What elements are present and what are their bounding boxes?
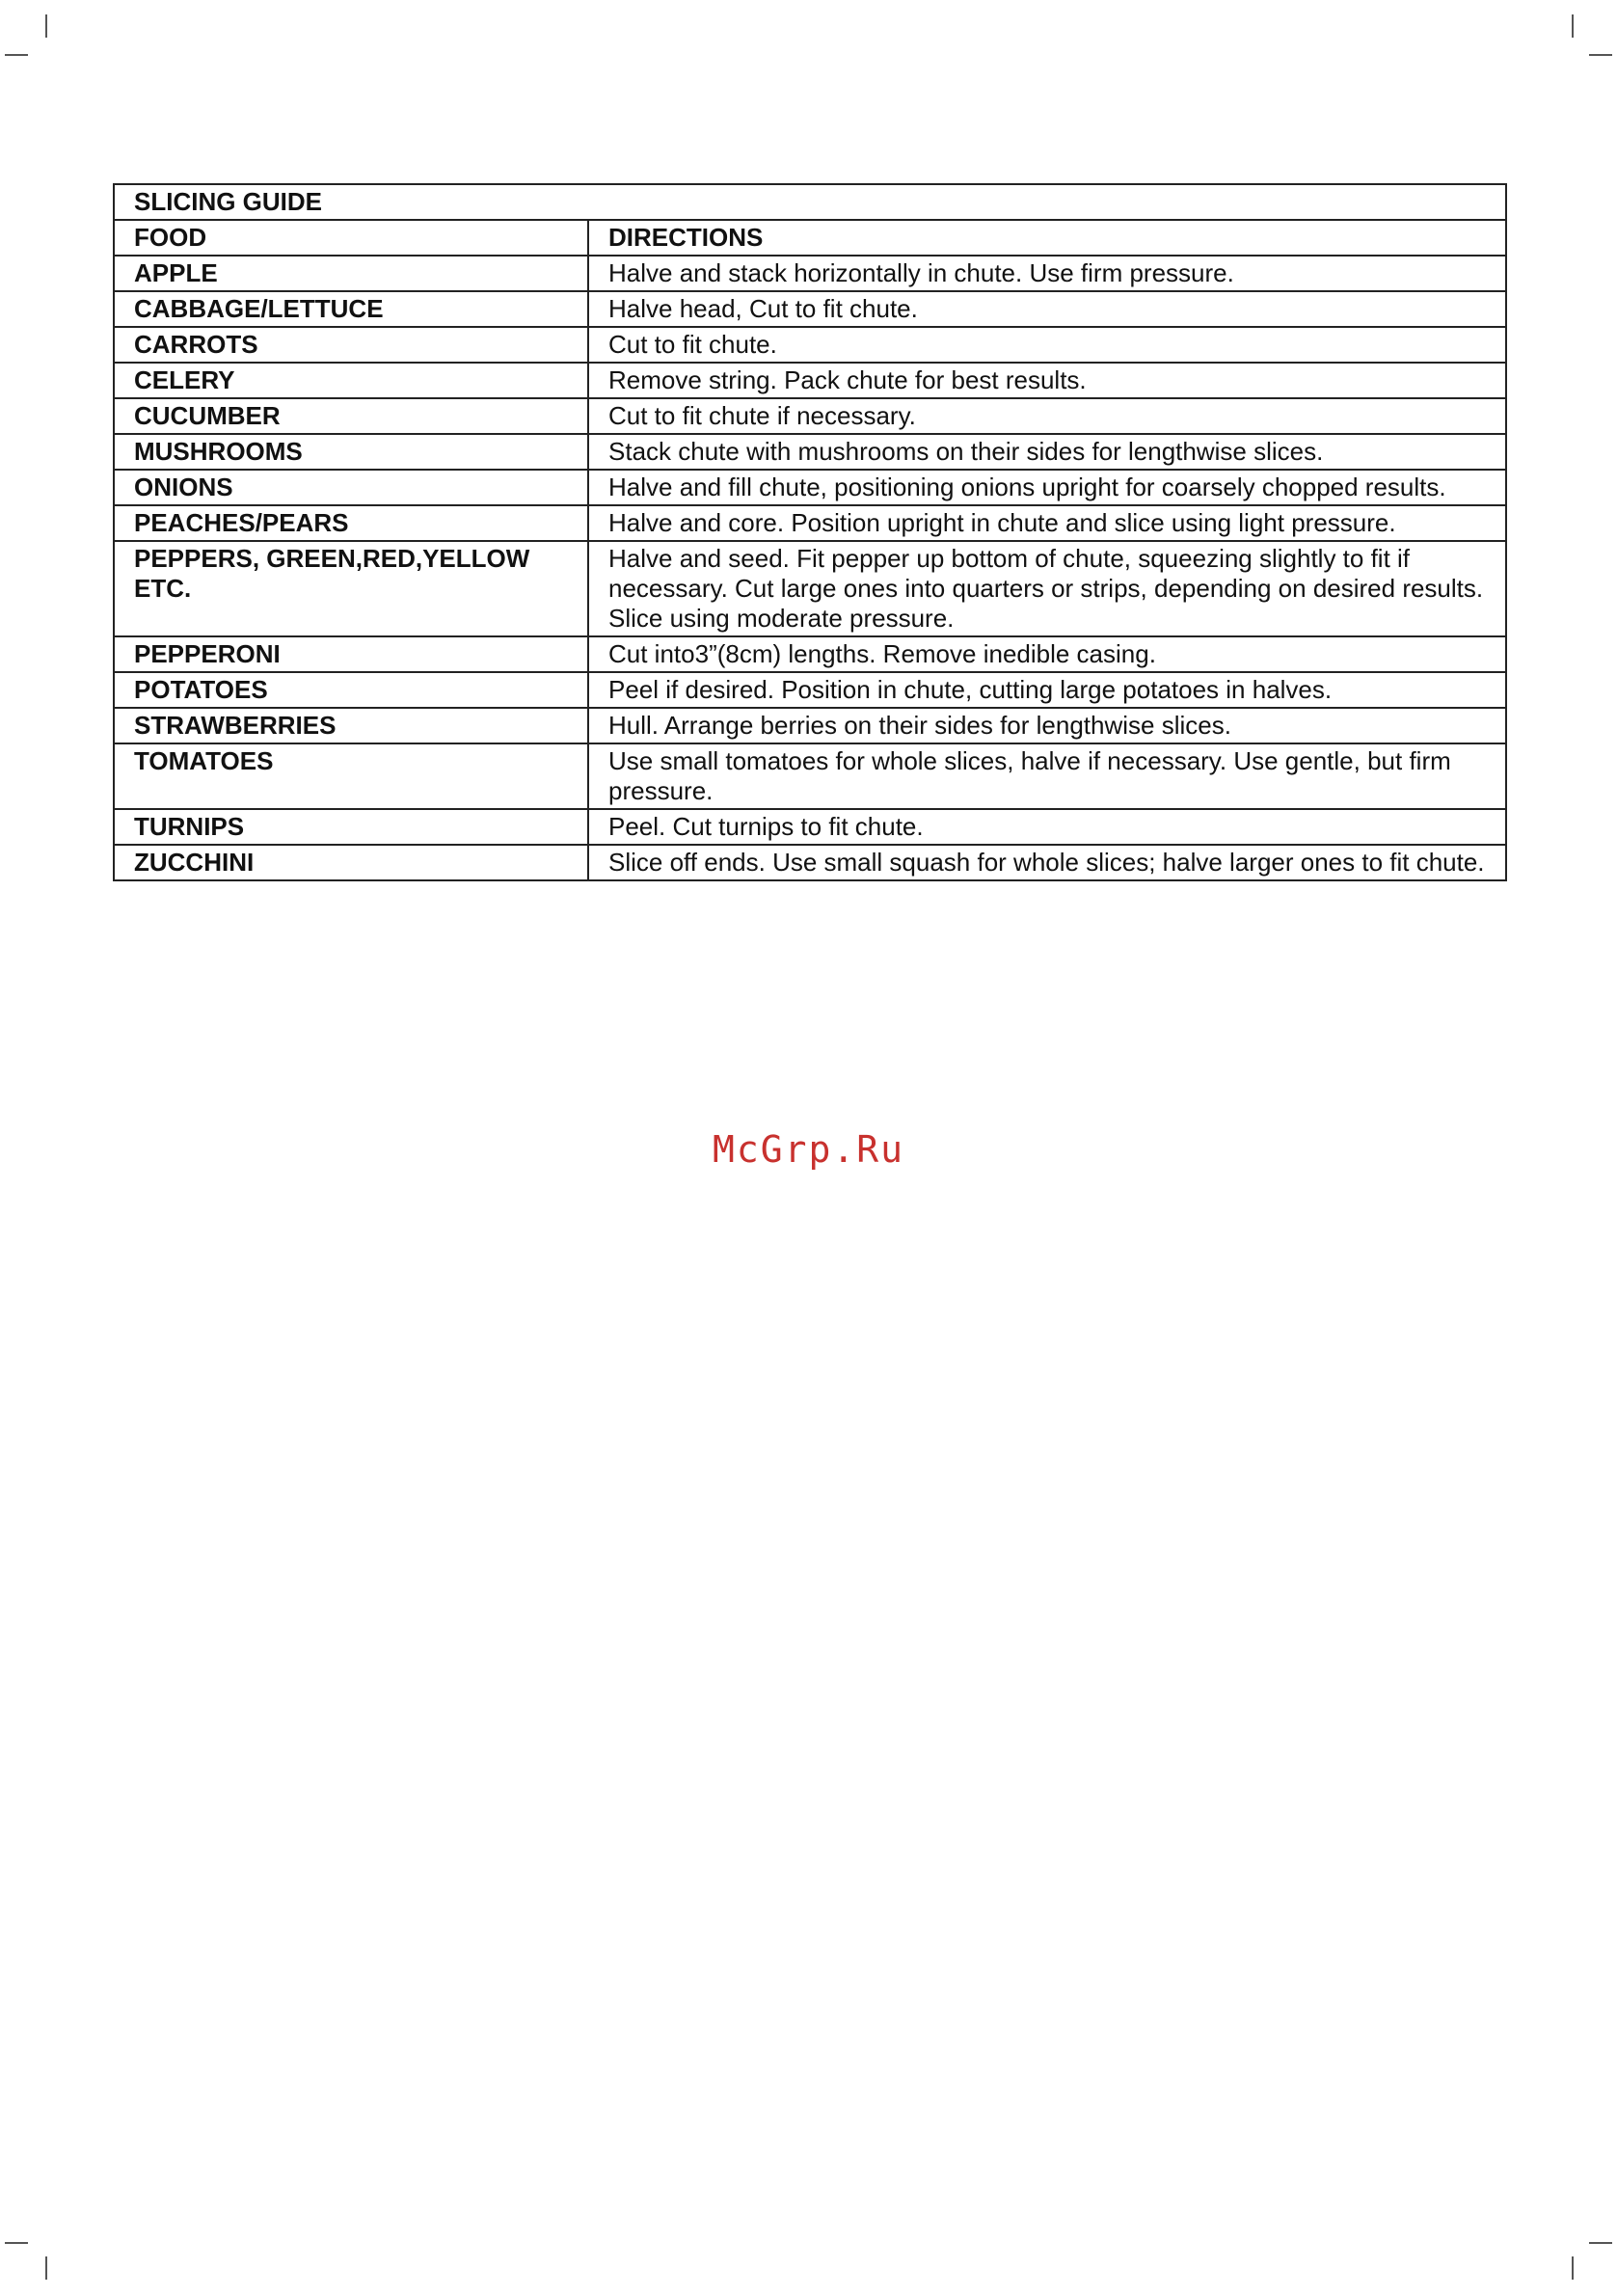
table-row (114, 672, 1506, 708)
directions-cell: Use small tomatoes for whole slices, halve if necessary. Use gentle, but firm pressure. (588, 743, 1506, 809)
watermark: McGrp.Ru (712, 1128, 905, 1171)
table-row (114, 845, 1506, 880)
food-cell: PEPPERS, GREEN,RED,YELLOW ETC. (114, 541, 588, 636)
crop-mark (45, 14, 47, 38)
directions-cell: Peel if desired. Position in chute, cutting large potatoes in halves. (588, 672, 1506, 708)
crop-mark (1572, 2256, 1574, 2280)
food-cell: CARROTS (114, 327, 588, 363)
food-cell: TURNIPS (114, 809, 588, 845)
crop-mark (1572, 14, 1574, 38)
crop-mark (5, 2242, 28, 2244)
table-row (114, 363, 1506, 398)
directions-cell: Cut to fit chute if necessary. (588, 398, 1506, 434)
table-row (114, 505, 1506, 541)
table-row (114, 470, 1506, 505)
directions-cell: Stack chute with mushrooms on their sides for lengthwise slices. (588, 434, 1506, 470)
table-header-row (114, 220, 1506, 256)
table-title-row (114, 184, 1506, 220)
directions-cell: Halve head, Cut to fit chute. (588, 291, 1506, 327)
table-row (114, 256, 1506, 291)
slicing-guide-table (113, 183, 1507, 881)
food-cell: STRAWBERRIES (114, 708, 588, 743)
food-cell: PEPPERONI (114, 636, 588, 672)
directions-cell: Halve and seed. Fit pepper up bottom of chute, squeezing slightly to fit if necessary. Cut large ones into quarters or strips, depending on desired results. Slice using moderate pressure. (588, 541, 1506, 636)
table-row (114, 541, 1506, 636)
directions-cell: Cut to fit chute. (588, 327, 1506, 363)
food-cell: MUSHROOMS (114, 434, 588, 470)
crop-mark (45, 2256, 47, 2280)
table-row (114, 434, 1506, 470)
food-cell: PEACHES/PEARS (114, 505, 588, 541)
food-cell: POTATOES (114, 672, 588, 708)
directions-cell: Halve and stack horizontally in chute. Use firm pressure. (588, 256, 1506, 291)
food-cell: ONIONS (114, 470, 588, 505)
food-cell: ZUCCHINI (114, 845, 588, 880)
food-cell: CELERY (114, 363, 588, 398)
crop-mark (5, 54, 28, 56)
table-row (114, 708, 1506, 743)
directions-cell: Halve and fill chute, positioning onions upright for coarsely chopped results. (588, 470, 1506, 505)
table-row (114, 809, 1506, 845)
column-header-directions: DIRECTIONS (588, 220, 1506, 256)
table-row (114, 291, 1506, 327)
food-cell: CUCUMBER (114, 398, 588, 434)
food-cell: TOMATOES (114, 743, 588, 809)
food-cell: CABBAGE/LETTUCE (114, 291, 588, 327)
crop-mark (1589, 54, 1612, 56)
table-row (114, 398, 1506, 434)
directions-cell: Slice off ends. Use small squash for whole slices; halve larger ones to fit chute. (588, 845, 1506, 880)
crop-mark (1589, 2242, 1612, 2244)
table-title: SLICING GUIDE (114, 184, 1506, 220)
column-header-food: FOOD (114, 220, 588, 256)
table-row (114, 636, 1506, 672)
directions-cell: Peel. Cut turnips to fit chute. (588, 809, 1506, 845)
table-row (114, 743, 1506, 809)
food-cell: APPLE (114, 256, 588, 291)
directions-cell: Remove string. Pack chute for best results. (588, 363, 1506, 398)
directions-cell: Cut into3”(8cm) lengths. Remove inedible casing. (588, 636, 1506, 672)
directions-cell: Halve and core. Position upright in chute and slice using light pressure. (588, 505, 1506, 541)
directions-cell: Hull. Arrange berries on their sides for lengthwise slices. (588, 708, 1506, 743)
table-row (114, 327, 1506, 363)
